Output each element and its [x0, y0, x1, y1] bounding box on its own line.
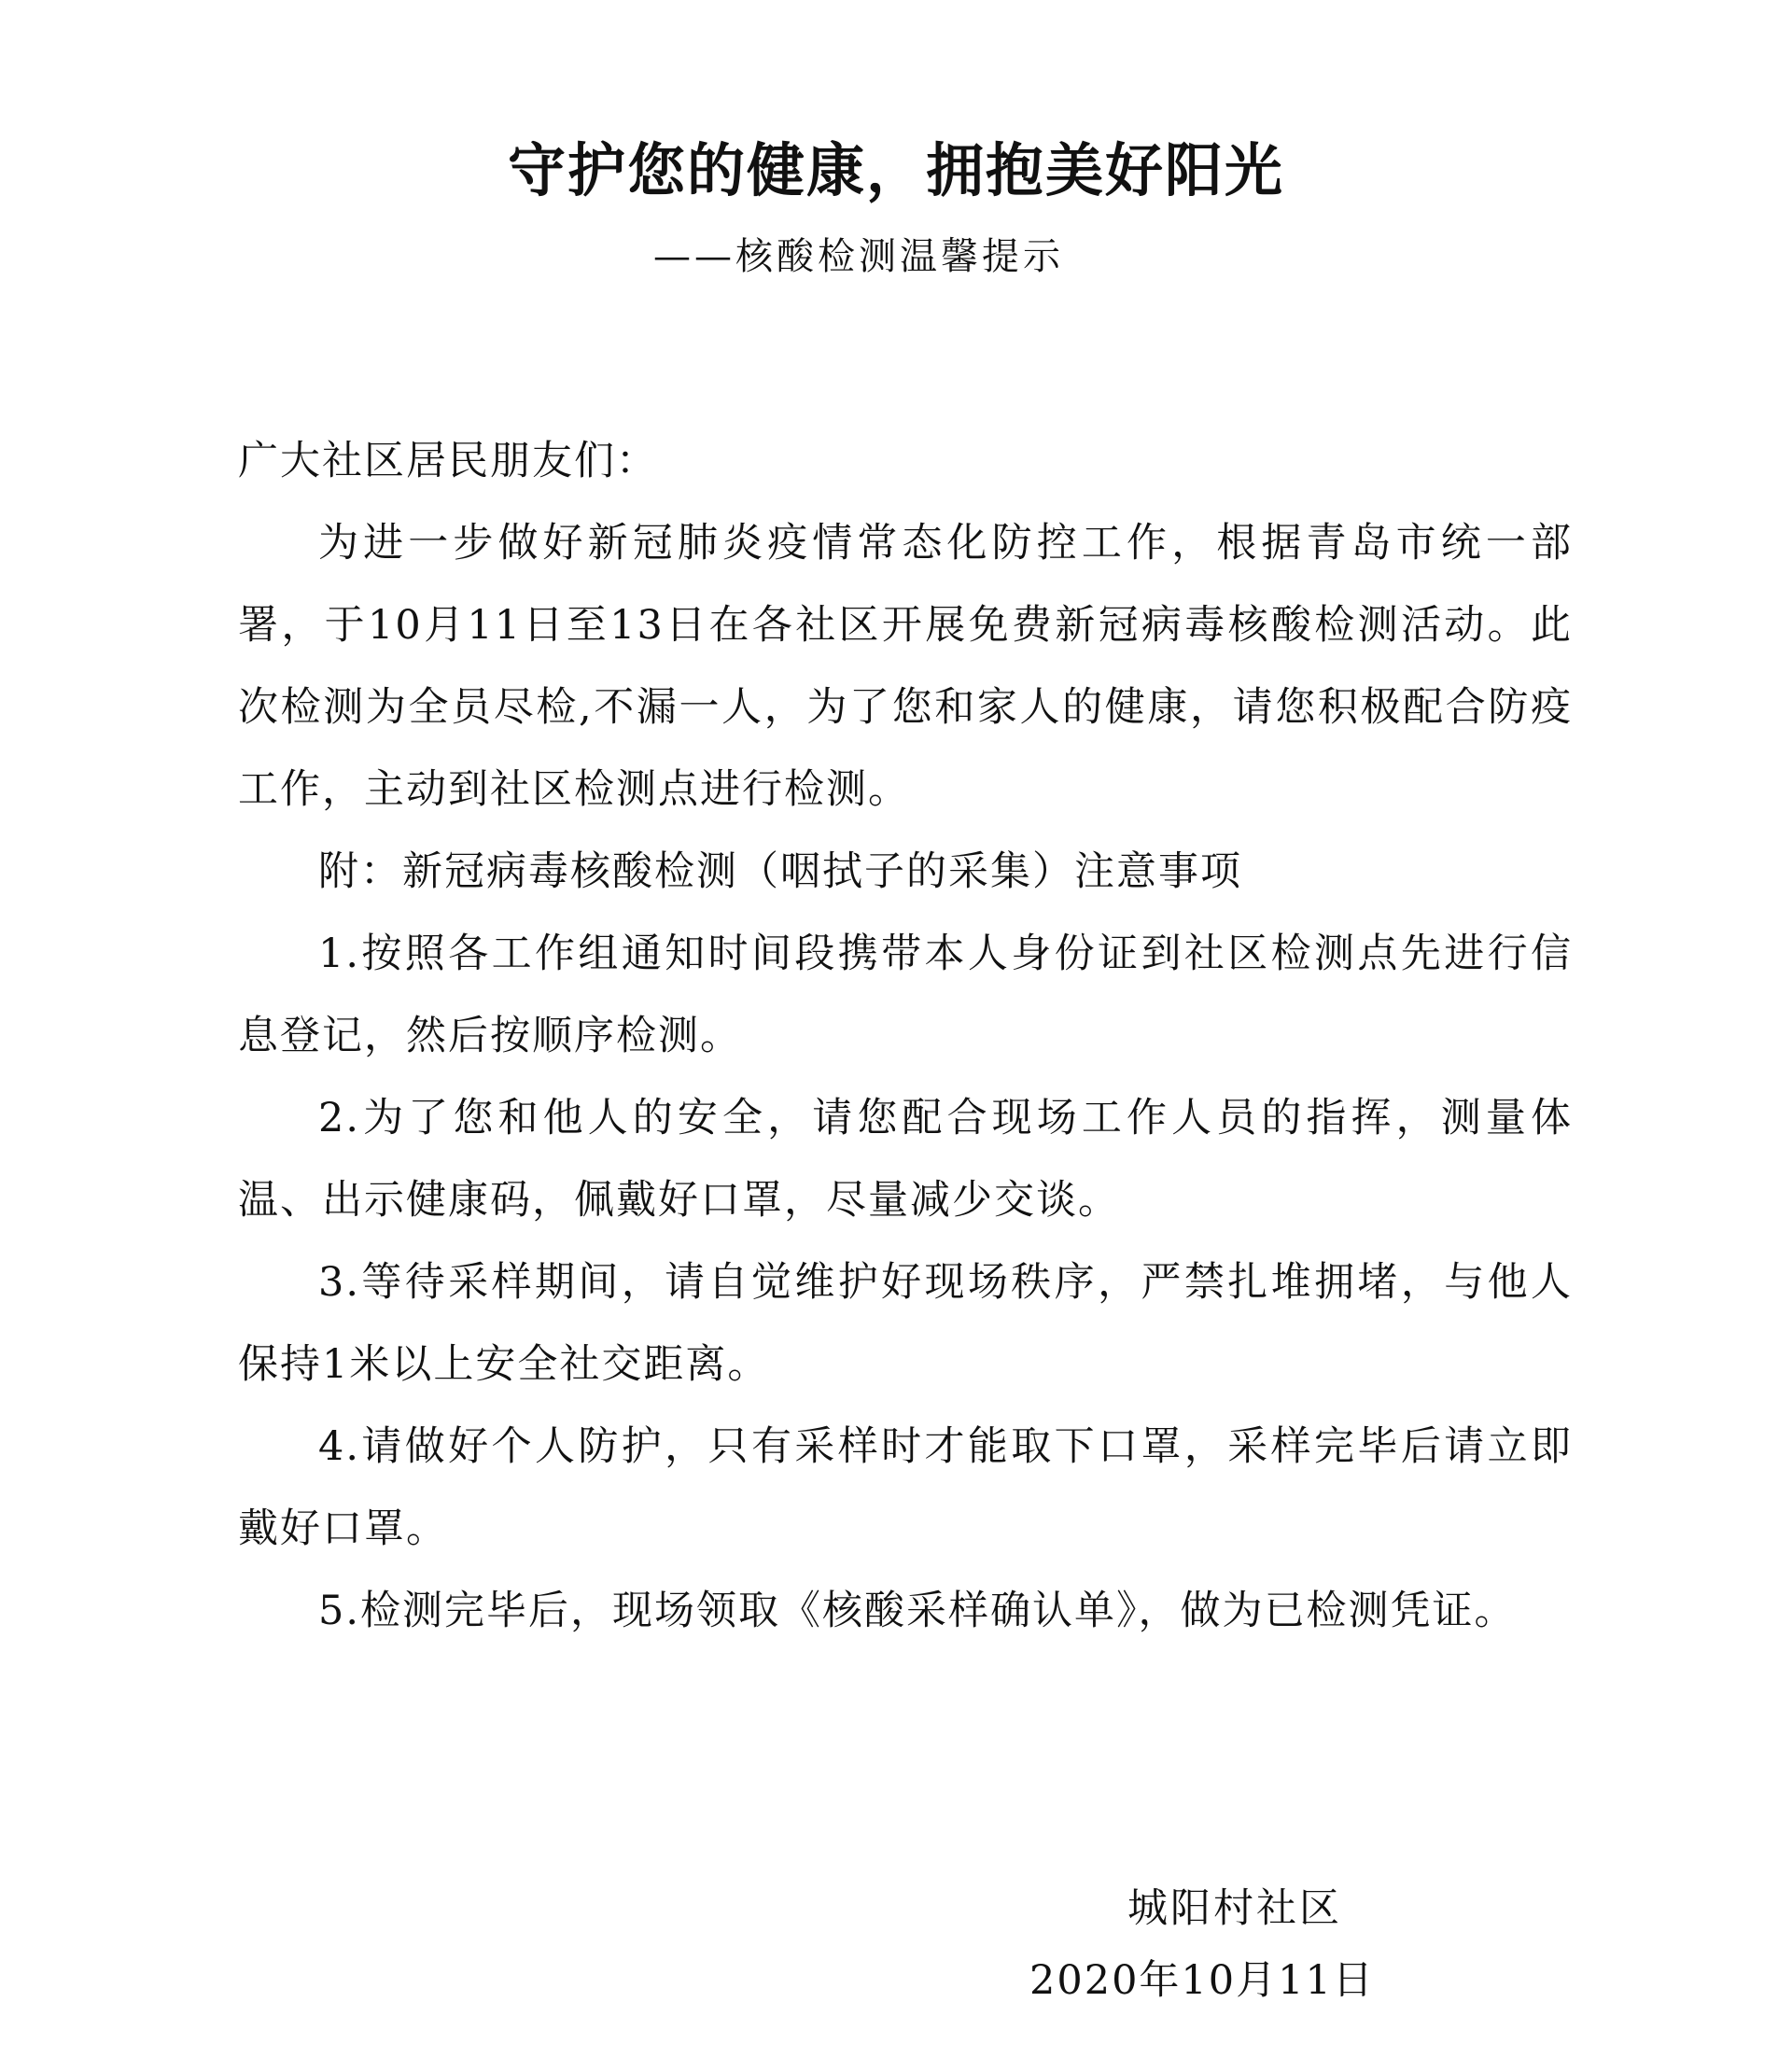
signature-organization: 城阳村社区	[1127, 1885, 1342, 1932]
notice-body	[238, 420, 1573, 1652]
note-item-5: 5.检测完毕后，现场领取《核酸采样确认单》，做为已检测凭证。	[318, 1588, 1517, 1634]
note-item-2: 2.为了您和他人的安全，请您配合现场工作人员的指挥，测量体温、出示健康码，佩戴好口罩，尽量减少交谈。	[238, 1095, 1573, 1224]
note-item-1: 1.按照各工作组通知时间段携带本人身份证到社区检测点先进行信息登记，然后按顺序检测。	[238, 931, 1573, 1059]
note-item-4: 4.请做好个人防护，只有采样时才能取下口罩，采样完毕后请立即戴好口罩。	[238, 1423, 1573, 1552]
document-subtitle: ——核酸检测温馨提示	[653, 235, 1064, 278]
signature-date: 2020年10月11日	[1029, 1957, 1375, 2004]
document-title: 守护您的健康，拥抱美好阳光	[507, 136, 1284, 204]
intro-paragraph: 为进一步做好新冠肺炎疫情常态化防控工作，根据青岛市统一部署，于10月11日至13日在各社区开展免费新冠病毒核酸检测活动。此次检测为全员尽检,不漏一人，为了您和家人的健康，请您积极配合防疫工作，主动到社区检测点进行检测。	[238, 520, 1573, 813]
note-item-3: 3.等待采样期间，请自觉维护好现场秩序，严禁扎堆拥堵，与他人保持1米以上安全社交距离。	[238, 1259, 1573, 1388]
appendix-heading: 附：新冠病毒核酸检测（咽拭子的采集）注意事项	[318, 848, 1242, 895]
salutation: 广大社区居民朋友们：	[238, 438, 658, 484]
